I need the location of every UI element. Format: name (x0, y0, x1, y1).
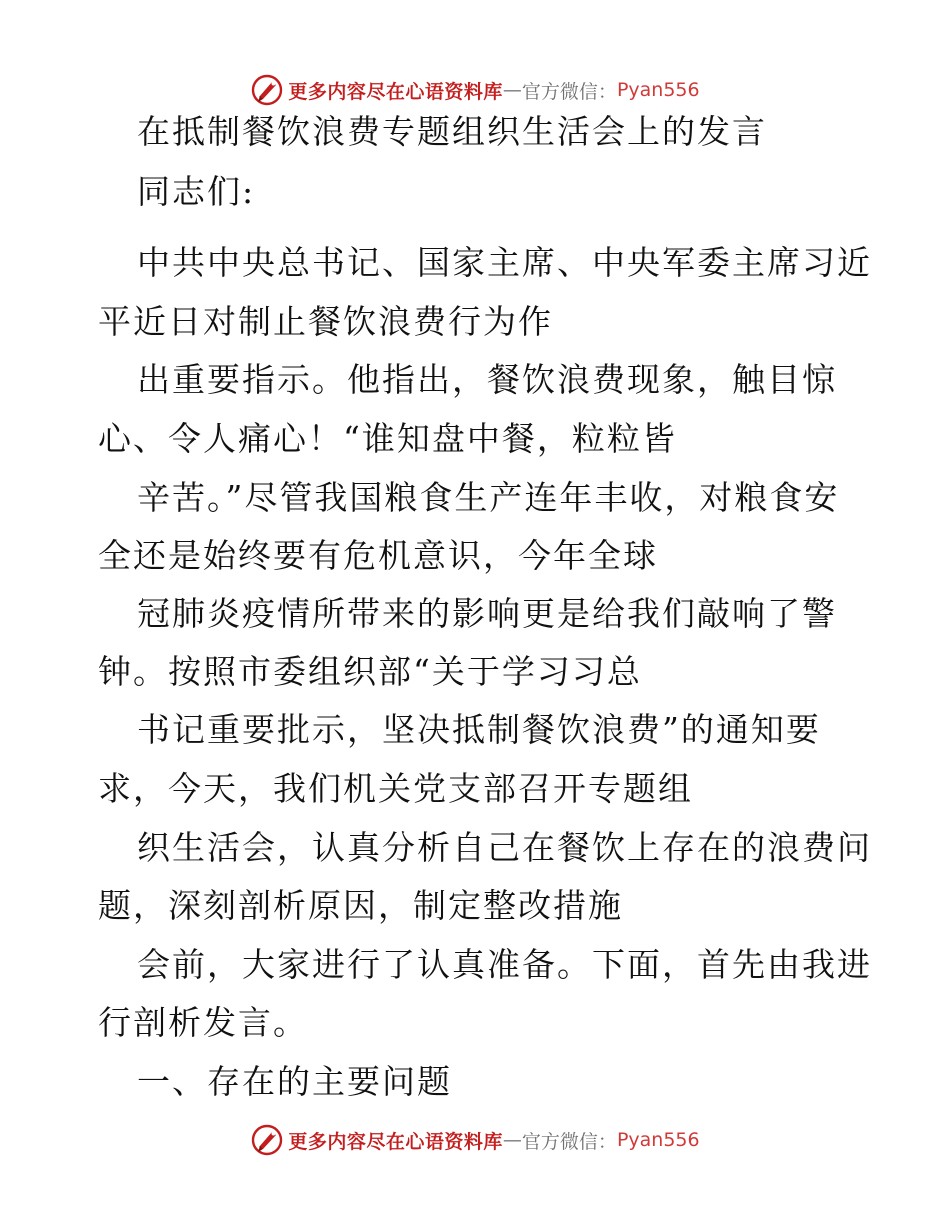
document-title: 在抵制餐饮浪费专题组织生活会上的发言 (137, 112, 767, 151)
text-line: 书记重要批示，坚决抵制餐饮浪费”的通知要 (137, 710, 821, 749)
text-line: 全还是始终要有危机意识，今年全球 (98, 536, 658, 575)
watermark-text: 更多内容尽在心语资料库 (288, 80, 503, 103)
watermark-dash: — (502, 1129, 522, 1151)
text-line: 钟。按照市委组织部“关于学习习总 (98, 652, 642, 691)
text-line: 冠肺炎疫情所带来的影响更是给我们敲响了警 (137, 594, 837, 633)
text-line: 心、令人痛心！“谁知盘中餐，粒粒皆 (98, 419, 677, 458)
text-line: 中共中央总书记、国家主席、中央军委主席习近 (137, 243, 872, 282)
section-heading: 一、存在的主要问题 (137, 1062, 452, 1101)
watermark-official-label: 官方微信： (521, 1130, 617, 1153)
watermark-banner-bottom (0, 1120, 950, 1160)
text-line: 行剖析发言。 (98, 1003, 308, 1042)
text-line: 同志们: (137, 172, 256, 211)
text-line: 题，深刻剖析原因，制定整改措施 (98, 886, 623, 925)
quill-seal-icon (250, 73, 284, 107)
watermark-handle: Pyan556 (616, 1129, 700, 1151)
text-line: 平近日对制止餐饮浪费行为作 (98, 302, 553, 341)
text-line: 织生活会，认真分析自己在餐饮上存在的浪费问 (137, 828, 872, 867)
text-line: 辛苦。”尽管我国粮食生产连年丰收，对粮食安 (137, 478, 840, 517)
text-line: 会前，大家进行了认真准备。下面，首先由我进 (137, 945, 872, 984)
quill-seal-icon (250, 1123, 284, 1157)
text-line: 求，今天，我们机关党支部召开专题组 (98, 769, 693, 808)
watermark-dash: — (502, 79, 522, 101)
watermark-official-label: 官方微信： (521, 80, 617, 103)
watermark-banner-top (0, 70, 950, 110)
watermark-text: 更多内容尽在心语资料库 (288, 1130, 503, 1153)
text-line: 出重要指示。他指出，餐饮浪费现象，触目惊 (137, 360, 837, 399)
watermark-handle: Pyan556 (616, 79, 700, 101)
